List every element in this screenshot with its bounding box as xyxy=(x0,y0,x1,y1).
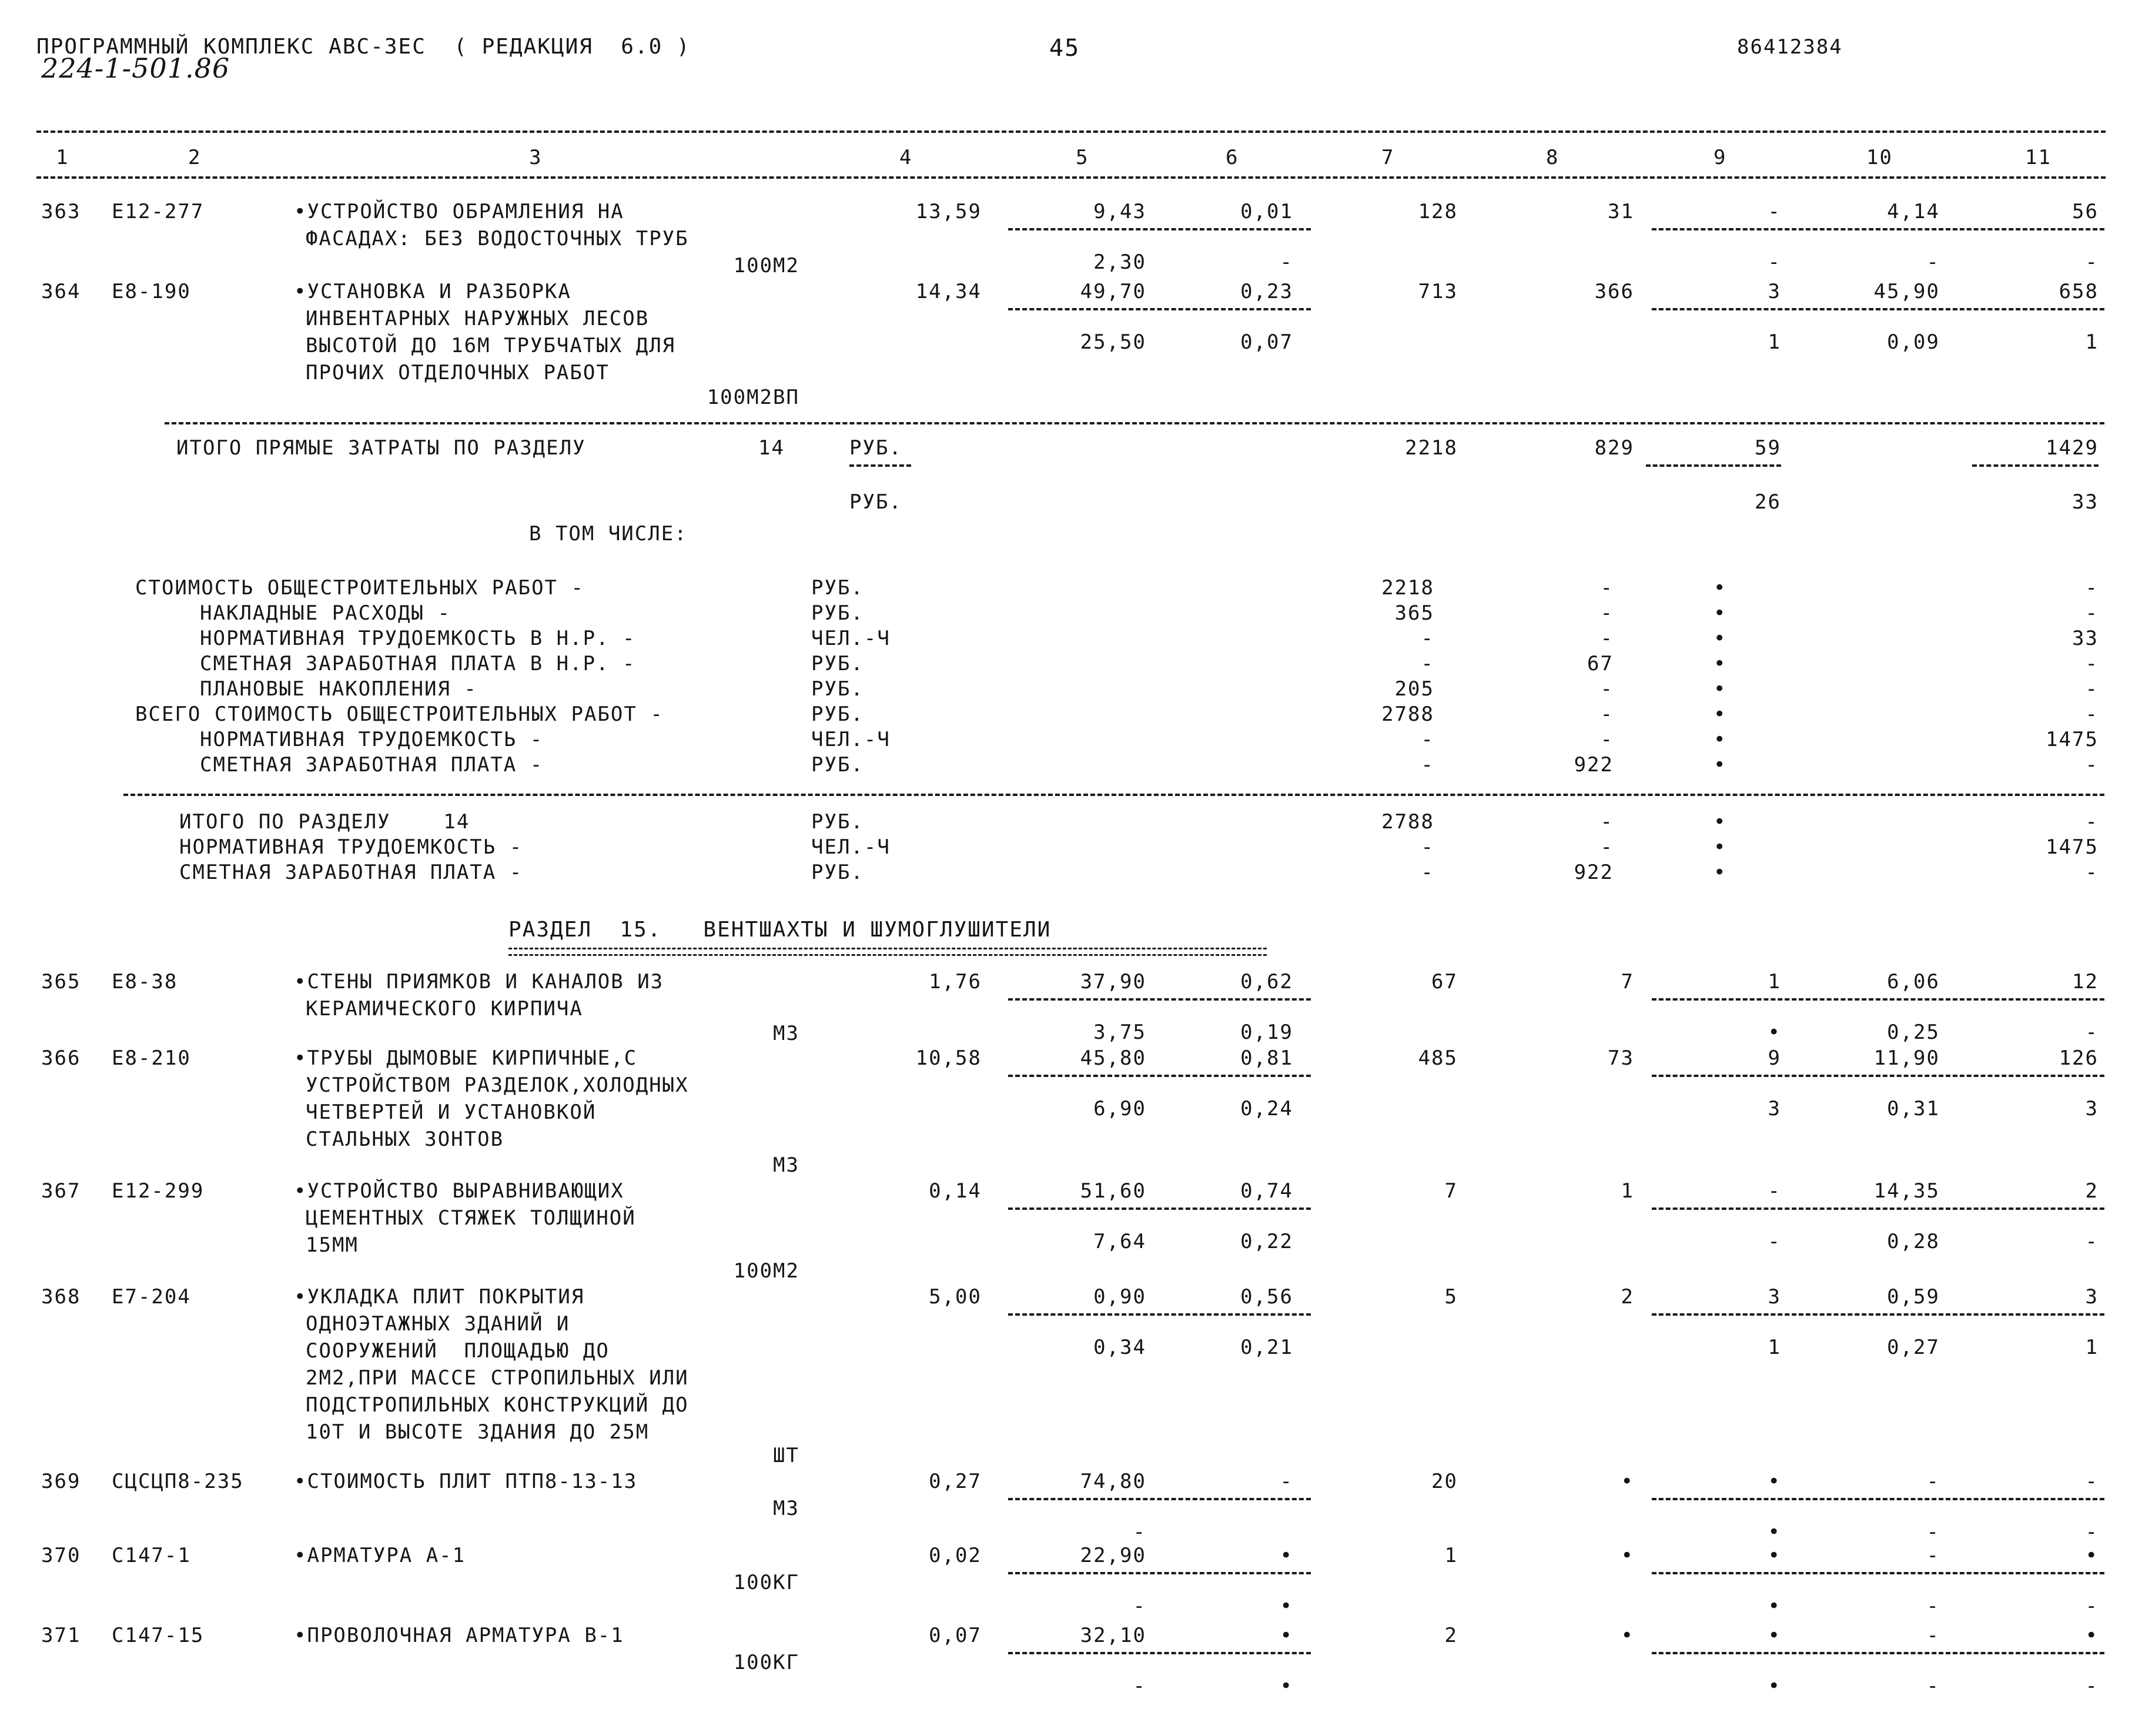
cell-c11: - xyxy=(2085,1470,2099,1493)
summary-c11: - xyxy=(2085,861,2099,884)
cell-c9b: 1 xyxy=(1768,330,1781,354)
cell-c5b: - xyxy=(1133,1520,1146,1544)
item-description-line: •УСТАНОВКА И РАЗБОРКА xyxy=(294,280,571,303)
section-title-underline xyxy=(508,948,1267,956)
summary-c7: 2788 xyxy=(1381,703,1434,726)
item-description-line: ПОДСТРОПИЛЬНЫХ КОНСТРУКЦИЙ ДО xyxy=(306,1393,689,1417)
item-code: Е12-277 xyxy=(112,200,205,223)
cell-c9b: - xyxy=(1768,250,1781,274)
summary-c9: • xyxy=(1713,677,1727,701)
cell-c10b: - xyxy=(1926,1520,1940,1544)
cell-c8: • xyxy=(1621,1624,1634,1647)
total-direct-unit2: РУБ. xyxy=(849,490,902,514)
cell-c6: 0,56 xyxy=(1240,1285,1293,1309)
cell-c6: 0,62 xyxy=(1240,970,1293,994)
document-number: 86412384 xyxy=(1737,35,1843,59)
item-description-line: 10Т И ВЫСОТЕ ЗДАНИЯ ДО 25М xyxy=(306,1420,650,1444)
item-unit: М3 xyxy=(773,1497,799,1520)
cell-rule-9-11 xyxy=(1652,998,2104,1001)
cell-c8: 1 xyxy=(1621,1179,1634,1203)
summary-label: НАКЛАДНЫЕ РАСХОДЫ - xyxy=(200,601,451,625)
summary-c8: - xyxy=(1600,627,1614,650)
cell-c6b: • xyxy=(1280,1594,1293,1618)
cell-rule-9-11 xyxy=(1652,1498,2104,1500)
summary-c7: 2788 xyxy=(1381,810,1434,834)
cell-c7: 1 xyxy=(1444,1544,1458,1567)
item-description-line: •УСТРОЙСТВО ВЫРАВНИВАЮЩИХ xyxy=(294,1179,624,1203)
cell-c10: 6,06 xyxy=(1887,970,1940,994)
cell-rule-5-6 xyxy=(1008,1075,1311,1077)
cell-c9: 3 xyxy=(1768,280,1781,303)
cell-c8: • xyxy=(1621,1544,1634,1567)
cell-c11: • xyxy=(2085,1624,2099,1647)
summary-c9: • xyxy=(1713,576,1727,600)
summary-label: ИТОГО ПО РАЗДЕЛУ 14 xyxy=(179,810,470,834)
summary-c9: • xyxy=(1713,810,1727,834)
cell-c5: 37,90 xyxy=(1080,970,1146,994)
col-7: 7 xyxy=(1381,146,1395,169)
item-code: Е8-190 xyxy=(112,280,191,303)
cell-c11b: - xyxy=(2085,1674,2099,1698)
summary-c9: • xyxy=(1713,627,1727,650)
summary-label: НОРМАТИВНАЯ ТРУДОЕМКОСТЬ - xyxy=(200,728,544,751)
cell-rule-5-6 xyxy=(1008,228,1311,230)
cell-c10: 11,90 xyxy=(1873,1046,1940,1070)
cell-c9b: - xyxy=(1768,1230,1781,1253)
cell-c10b: 0,28 xyxy=(1887,1230,1940,1253)
cell-c7: 67 xyxy=(1431,970,1458,994)
item-description-line: •АРМАТУРА А-1 xyxy=(294,1544,466,1567)
col-9: 9 xyxy=(1713,146,1727,169)
total-direct-c7: 2218 xyxy=(1405,436,1458,460)
summary-c11: - xyxy=(2085,677,2099,701)
summary-c11: - xyxy=(2085,810,2099,834)
col-11: 11 xyxy=(2025,146,2051,169)
cell-c5: 32,10 xyxy=(1080,1624,1146,1647)
summary-c8: - xyxy=(1600,576,1614,600)
item-description-line: ИНВЕНТАРНЫХ НАРУЖНЫХ ЛЕСОВ xyxy=(306,307,650,330)
cell-rule-9-11 xyxy=(1652,1572,2104,1574)
item-description-line: •УКЛАДКА ПЛИТ ПОКРЫТИЯ xyxy=(294,1285,585,1309)
cell-c7: 485 xyxy=(1418,1046,1458,1070)
col-10: 10 xyxy=(1866,146,1893,169)
summary-c7: 205 xyxy=(1394,677,1434,701)
cell-c5b: 6,90 xyxy=(1093,1097,1146,1120)
col-2: 2 xyxy=(188,146,202,169)
cell-c10: 14,35 xyxy=(1873,1179,1940,1203)
item-code: С147-1 xyxy=(112,1544,191,1567)
summary-label: ПЛАНОВЫЕ НАКОПЛЕНИЯ - xyxy=(200,677,477,701)
cell-c10b: - xyxy=(1926,1594,1940,1618)
cell-c6b: 0,21 xyxy=(1240,1336,1293,1359)
cell-c8: 366 xyxy=(1594,280,1634,303)
cell-c6b: 0,19 xyxy=(1240,1021,1293,1044)
summary-unit: РУБ. xyxy=(811,652,864,675)
cell-c11: 56 xyxy=(2072,200,2099,223)
cell-c9: 3 xyxy=(1768,1285,1781,1309)
summary-c7: - xyxy=(1421,728,1434,751)
summary-c9: • xyxy=(1713,861,1727,884)
cell-c5b: - xyxy=(1133,1674,1146,1698)
summary-unit: РУБ. xyxy=(811,703,864,726)
cell-c4: 14,34 xyxy=(915,280,982,303)
cell-c10: - xyxy=(1926,1470,1940,1493)
item-description-line: 2М2,ПРИ МАССЕ СТРОПИЛЬНЫХ ИЛИ xyxy=(306,1366,689,1390)
cell-c5: 22,90 xyxy=(1080,1544,1146,1567)
col-4: 4 xyxy=(899,146,913,169)
col-5: 5 xyxy=(1076,146,1089,169)
item-description-line: ФАСАДАХ: БЕЗ ВОДОСТОЧНЫХ ТРУБ xyxy=(306,227,689,250)
cell-c7: 7 xyxy=(1444,1179,1458,1203)
cell-c6: 0,01 xyxy=(1240,200,1293,223)
item-description-line: ВЫСОТОЙ ДО 16М ТРУБЧАТЫХ ДЛЯ xyxy=(306,334,676,357)
cell-c8: 7 xyxy=(1621,970,1634,994)
item-unit: 100М2 xyxy=(733,254,799,277)
c9-dash xyxy=(1646,464,1781,467)
summary-c9: • xyxy=(1713,601,1727,625)
cell-rule-5-6 xyxy=(1008,1572,1311,1574)
summary-label: ВСЕГО СТОИМОСТЬ ОБЩЕСТРОИТЕЛЬНЫХ РАБОТ - xyxy=(135,703,664,726)
cell-c10: 0,59 xyxy=(1887,1285,1940,1309)
cell-c9: - xyxy=(1768,1179,1781,1203)
summary-unit: ЧЕЛ.-Ч xyxy=(811,627,891,650)
item-code: Е8-210 xyxy=(112,1046,191,1070)
page-number: 45 xyxy=(1049,35,1080,62)
cell-c11b: 1 xyxy=(2085,330,2099,354)
cell-c6b: • xyxy=(1280,1674,1293,1698)
cell-c8: 73 xyxy=(1608,1046,1634,1070)
cell-c5: 51,60 xyxy=(1080,1179,1146,1203)
cell-c6b: 0,07 xyxy=(1240,330,1293,354)
top-rule xyxy=(36,131,2106,133)
item-description-line: СТАЛЬНЫХ ЗОНТОВ xyxy=(306,1128,504,1151)
cell-c4: 1,76 xyxy=(929,970,982,994)
cell-rule-5-6 xyxy=(1008,998,1311,1001)
cell-c9b: 3 xyxy=(1768,1097,1781,1120)
summary-c9: • xyxy=(1713,728,1727,751)
cell-c11: 3 xyxy=(2085,1285,2099,1309)
cell-c8: 2 xyxy=(1621,1285,1634,1309)
summary-c8: 922 xyxy=(1574,753,1614,777)
summary-c9: • xyxy=(1713,835,1727,859)
cell-c4: 0,07 xyxy=(929,1624,982,1647)
summary-label: НОРМАТИВНАЯ ТРУДОЕМКОСТЬ - xyxy=(179,835,523,859)
cell-c10b: 0,09 xyxy=(1887,330,1940,354)
item-description-line: ПРОЧИХ ОТДЕЛОЧНЫХ РАБОТ xyxy=(306,361,610,384)
cell-c6b: 0,22 xyxy=(1240,1230,1293,1253)
summary-label: СМЕТНАЯ ЗАРАБОТНАЯ ПЛАТА - xyxy=(200,753,544,777)
cell-rule-5-6 xyxy=(1008,1498,1311,1500)
item-number: 365 xyxy=(41,970,81,994)
cell-c10b: 0,31 xyxy=(1887,1097,1940,1120)
cell-c5b: 7,64 xyxy=(1093,1230,1146,1253)
summary-c8: 922 xyxy=(1574,861,1614,884)
cell-c7: 713 xyxy=(1418,280,1458,303)
summary-label: СМЕТНАЯ ЗАРАБОТНАЯ ПЛАТА В Н.Р. - xyxy=(200,652,636,675)
summary-c11: - xyxy=(2085,753,2099,777)
cell-c5: 74,80 xyxy=(1080,1470,1146,1493)
program-title: ПРОГРАММНЫЙ КОМПЛЕКС АВС-ЗЕС ( РЕДАКЦИЯ 6.0 ) xyxy=(36,35,691,59)
header-rule xyxy=(36,176,2106,179)
cell-c9: • xyxy=(1768,1470,1781,1493)
col-1: 1 xyxy=(56,146,69,169)
cell-c11: 658 xyxy=(2059,280,2099,303)
cell-c10: 4,14 xyxy=(1887,200,1940,223)
summary-unit: ЧЕЛ.-Ч xyxy=(811,728,891,751)
summary-unit: РУБ. xyxy=(811,861,864,884)
cell-c11b: - xyxy=(2085,250,2099,274)
cell-c4: 0,14 xyxy=(929,1179,982,1203)
col-8: 8 xyxy=(1546,146,1559,169)
summary-c7: - xyxy=(1421,753,1434,777)
item-code: Е7-204 xyxy=(112,1285,191,1309)
item-description-line: КЕРАМИЧЕСКОГО КИРПИЧА xyxy=(306,997,583,1021)
cell-c6: • xyxy=(1280,1624,1293,1647)
cell-c6: 0,23 xyxy=(1240,280,1293,303)
cell-rule-9-11 xyxy=(1652,1313,2104,1316)
item-number: 366 xyxy=(41,1046,81,1070)
cell-c6: 0,81 xyxy=(1240,1046,1293,1070)
including-label: В ТОМ ЧИСЛЕ: xyxy=(529,522,688,546)
summary-c8: - xyxy=(1600,601,1614,625)
cell-c11: 12 xyxy=(2072,970,2099,994)
handwritten-code: 224-1-501.86 xyxy=(41,52,230,84)
cell-c9: - xyxy=(1768,200,1781,223)
summary-label: СТОИМОСТЬ ОБЩЕСТРОИТЕЛЬНЫХ РАБОТ - xyxy=(135,576,584,600)
item-unit: 100М2ВП xyxy=(707,386,799,409)
item-number: 369 xyxy=(41,1470,81,1493)
summary-rule xyxy=(123,794,2104,796)
cell-c11b: 1 xyxy=(2085,1336,2099,1359)
item-number: 363 xyxy=(41,200,81,223)
item-unit: М3 xyxy=(773,1022,799,1045)
summary-c7: - xyxy=(1421,861,1434,884)
summary-unit: РУБ. xyxy=(811,601,864,625)
summary-unit: ЧЕЛ.-Ч xyxy=(811,835,891,859)
col-3: 3 xyxy=(529,146,543,169)
cell-c9: • xyxy=(1768,1624,1781,1647)
cell-c11b: - xyxy=(2085,1230,2099,1253)
cell-c10: - xyxy=(1926,1624,1940,1647)
cell-c9b: • xyxy=(1768,1594,1781,1618)
summary-c7: - xyxy=(1421,652,1434,675)
summary-c8: - xyxy=(1600,810,1614,834)
total-direct-c11: 1429 xyxy=(2046,436,2099,460)
cell-c9: 1 xyxy=(1768,970,1781,994)
cell-c10: - xyxy=(1926,1544,1940,1567)
cell-c6: - xyxy=(1280,1470,1293,1493)
item-description-line: ОДНОЭТАЖНЫХ ЗДАНИЙ И xyxy=(306,1312,570,1336)
summary-unit: РУБ. xyxy=(811,753,864,777)
cell-c9b: • xyxy=(1768,1021,1781,1044)
item-description-line: СООРУЖЕНИЙ ПЛОЩАДЬЮ ДО xyxy=(306,1339,610,1363)
total-direct-unit: РУБ. xyxy=(849,436,902,460)
cell-c6b: - xyxy=(1280,250,1293,274)
cell-c11b: - xyxy=(2085,1594,2099,1618)
item-unit: 100КГ xyxy=(733,1651,799,1674)
cell-c7: 2 xyxy=(1444,1624,1458,1647)
item-description-line: •УСТРОЙСТВО ОБРАМЛЕНИЯ НА xyxy=(294,200,624,223)
cell-c10b: - xyxy=(1926,1674,1940,1698)
summary-c9: • xyxy=(1713,703,1727,726)
summary-c11: - xyxy=(2085,576,2099,600)
total-direct-c8: 829 xyxy=(1594,436,1634,460)
cell-c6b: 0,24 xyxy=(1240,1097,1293,1120)
cell-c5b: 0,34 xyxy=(1093,1336,1146,1359)
col-6: 6 xyxy=(1226,146,1239,169)
summary-c8: - xyxy=(1600,835,1614,859)
summary-c11: 1475 xyxy=(2046,728,2099,751)
cell-rule-9-11 xyxy=(1652,308,2104,310)
total-rule xyxy=(165,422,2104,424)
item-description-line: •СТОИМОСТЬ ПЛИТ ПТП8-13-13 xyxy=(294,1470,638,1493)
total-direct-section: 14 xyxy=(758,436,785,460)
summary-c9: • xyxy=(1713,652,1727,675)
cell-c5b: 3,75 xyxy=(1093,1021,1146,1044)
cell-c9b: • xyxy=(1768,1674,1781,1698)
item-number: 367 xyxy=(41,1179,81,1203)
item-number: 368 xyxy=(41,1285,81,1309)
cell-rule-9-11 xyxy=(1652,1207,2104,1210)
cell-c11b: - xyxy=(2085,1021,2099,1044)
item-description-line: 15ММ xyxy=(306,1233,359,1257)
cell-c4: 0,27 xyxy=(929,1470,982,1493)
cell-c9b: • xyxy=(1768,1520,1781,1544)
item-description-line: •ТРУБЫ ДЫМОВЫЕ КИРПИЧНЫЕ,С xyxy=(294,1046,638,1070)
total-direct-c9b: 26 xyxy=(1755,490,1781,514)
summary-c8: - xyxy=(1600,703,1614,726)
summary-c7: - xyxy=(1421,627,1434,650)
cell-c5: 45,80 xyxy=(1080,1046,1146,1070)
cell-c8: • xyxy=(1621,1470,1634,1493)
summary-c7: 365 xyxy=(1394,601,1434,625)
summary-c8: - xyxy=(1600,728,1614,751)
cell-c4: 10,58 xyxy=(915,1046,982,1070)
item-code: С147-15 xyxy=(112,1624,205,1647)
cell-c7: 128 xyxy=(1418,200,1458,223)
summary-c11: - xyxy=(2085,601,2099,625)
summary-c8: - xyxy=(1600,677,1614,701)
cell-c5: 49,70 xyxy=(1080,280,1146,303)
cell-c7: 5 xyxy=(1444,1285,1458,1309)
summary-c11: - xyxy=(2085,652,2099,675)
cell-c10b: 0,25 xyxy=(1887,1021,1940,1044)
summary-label: НОРМАТИВНАЯ ТРУДОЕМКОСТЬ В Н.Р. - xyxy=(200,627,636,650)
item-unit: 100КГ xyxy=(733,1571,799,1594)
section-15-title: РАЗДЕЛ 15. ВЕНТШАХТЫ И ШУМОГЛУШИТЕЛИ xyxy=(508,918,1052,942)
cell-rule-5-6 xyxy=(1008,308,1311,310)
summary-c11: 1475 xyxy=(2046,835,2099,859)
summary-label: СМЕТНАЯ ЗАРАБОТНАЯ ПЛАТА - xyxy=(179,861,523,884)
item-number: 371 xyxy=(41,1624,81,1647)
cell-c5b: 25,50 xyxy=(1080,330,1146,354)
cell-c10b: 0,27 xyxy=(1887,1336,1940,1359)
cell-c11: 2 xyxy=(2085,1179,2099,1203)
cell-c7: 20 xyxy=(1431,1470,1458,1493)
summary-unit: РУБ. xyxy=(811,810,864,834)
cell-rule-9-11 xyxy=(1652,1652,2104,1654)
c11-dash xyxy=(1972,464,2099,467)
item-code: СЦСЦП8-235 xyxy=(112,1470,244,1493)
cell-c4: 13,59 xyxy=(915,200,982,223)
cell-c8: 31 xyxy=(1608,200,1634,223)
cell-c5: 9,43 xyxy=(1093,200,1146,223)
cell-c11: 126 xyxy=(2059,1046,2099,1070)
summary-unit: РУБ. xyxy=(811,576,864,600)
unit-dash xyxy=(849,464,911,467)
cell-c11: • xyxy=(2085,1544,2099,1567)
cell-c9b: 1 xyxy=(1768,1336,1781,1359)
summary-c11: - xyxy=(2085,703,2099,726)
cell-c5b: 2,30 xyxy=(1093,250,1146,274)
item-unit: 100М2 xyxy=(733,1259,799,1283)
cell-rule-5-6 xyxy=(1008,1313,1311,1316)
summary-c8: 67 xyxy=(1587,652,1614,675)
cell-c9: 9 xyxy=(1768,1046,1781,1070)
cell-c4: 0,02 xyxy=(929,1544,982,1567)
cell-c6: 0,74 xyxy=(1240,1179,1293,1203)
cell-c4: 5,00 xyxy=(929,1285,982,1309)
cell-rule-9-11 xyxy=(1652,228,2104,230)
total-direct-label: ИТОГО ПРЯМЫЕ ЗАТРАТЫ ПО РАЗДЕЛУ xyxy=(176,436,586,460)
item-description-line: ЧЕТВЕРТЕЙ И УСТАНОВКОЙ xyxy=(306,1101,597,1124)
summary-c7: 2218 xyxy=(1381,576,1434,600)
item-number: 370 xyxy=(41,1544,81,1567)
cell-c6: • xyxy=(1280,1544,1293,1567)
summary-c11: 33 xyxy=(2072,627,2099,650)
summary-c9: • xyxy=(1713,753,1727,777)
item-description-line: •ПРОВОЛОЧНАЯ АРМАТУРА В-1 xyxy=(294,1624,624,1647)
total-direct-c11b: 33 xyxy=(2072,490,2099,514)
summary-c7: - xyxy=(1421,835,1434,859)
cell-c9: • xyxy=(1768,1544,1781,1567)
total-direct-c9: 59 xyxy=(1755,436,1781,460)
item-number: 364 xyxy=(41,280,81,303)
cell-rule-9-11 xyxy=(1652,1075,2104,1077)
item-description-line: ЦЕМЕНТНЫХ СТЯЖЕК ТОЛЩИНОЙ xyxy=(306,1206,636,1230)
item-unit: ШТ xyxy=(773,1444,799,1467)
item-description-line: •СТЕНЫ ПРИЯМКОВ И КАНАЛОВ ИЗ xyxy=(294,970,664,994)
item-unit: М3 xyxy=(773,1153,799,1177)
cell-rule-5-6 xyxy=(1008,1207,1311,1210)
cell-c11b: - xyxy=(2085,1520,2099,1544)
item-description-line: УСТРОЙСТВОМ РАЗДЕЛОК,ХОЛОДНЫХ xyxy=(306,1073,689,1097)
cell-c10b: - xyxy=(1926,250,1940,274)
cell-rule-5-6 xyxy=(1008,1652,1311,1654)
cell-c5: 0,90 xyxy=(1093,1285,1146,1309)
cell-c5b: - xyxy=(1133,1594,1146,1618)
cell-c11b: 3 xyxy=(2085,1097,2099,1120)
item-code: Е12-299 xyxy=(112,1179,205,1203)
cell-c10: 45,90 xyxy=(1873,280,1940,303)
item-code: Е8-38 xyxy=(112,970,178,994)
summary-unit: РУБ. xyxy=(811,677,864,701)
